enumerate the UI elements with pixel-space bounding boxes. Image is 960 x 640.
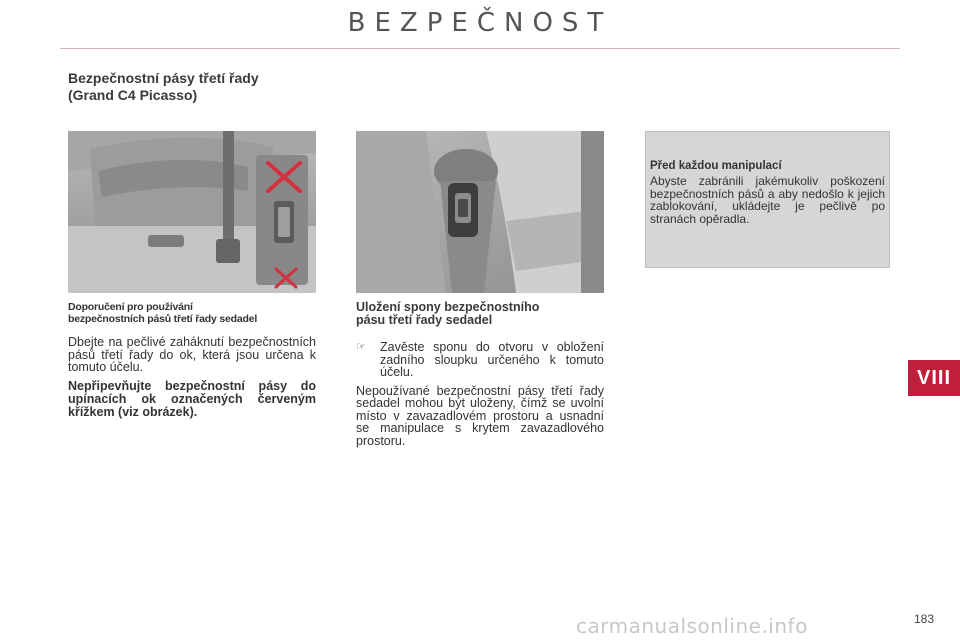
page-header-title: BEZPEČNOST xyxy=(347,8,613,38)
anchorage-photo xyxy=(68,131,316,293)
middle-column xyxy=(356,301,604,453)
watermark: carmanualsonline.info xyxy=(576,614,808,638)
notice-body: Abyste zabránili jakémukoliv poškození bezpečnostních pásů a aby nedošlo k jejich zablokování, ukládejte je pečlivě po stranách opěradla. xyxy=(650,174,885,226)
bullet-item xyxy=(356,341,604,379)
chapter-tab: VIII xyxy=(908,360,960,396)
photo-caption xyxy=(68,301,318,325)
page-number: 183 xyxy=(914,612,935,626)
storage-paragraph: Nepoužívané bezpečnostní pásy třetí řady sedadel mohou být uloženy, čímž se uvolní místo v zavazadlovém prostoru a usnadní se manipulace s krytem zavazadlového prostoru. xyxy=(356,383,604,448)
section-title-line1: Bezpečnostní pásy třetí řady xyxy=(68,70,259,86)
caption-line1: Doporučení pro používání xyxy=(68,301,193,313)
left-column xyxy=(68,336,316,419)
caption-line2: bezpečnostních pásů třetí řady sedadel xyxy=(68,313,258,325)
section-title xyxy=(68,70,328,104)
pointing-hand-icon: ☞ xyxy=(356,341,366,353)
hook-instruction-paragraph: Dbejte na pečlivé zaháknutí bezpečnostních pásů třetí řady do ok, která jsou určena k tomuto účelu. xyxy=(68,335,316,374)
bullet-text: Zavěste sponu do otvoru v obložení zadního sloupku určeného k tomuto účelu. xyxy=(380,340,604,379)
buckle-storage-photo xyxy=(356,131,604,293)
section-title-line2: (Grand C4 Picasso) xyxy=(68,87,198,103)
header-divider xyxy=(60,48,900,49)
storage-subtitle-line1: Uložení spony bezpečnostního xyxy=(356,300,540,314)
notice-box xyxy=(645,131,890,268)
notice-title: Před každou manipulací xyxy=(650,160,782,172)
storage-subtitle-line2: pásu třetí řady sedadel xyxy=(356,313,493,327)
warning-paragraph: Nepřipevňujte bezpečnostní pásy do upínacích ok označených červeným křížkem (viz obrázek). xyxy=(68,378,316,419)
storage-subtitle xyxy=(356,301,604,327)
